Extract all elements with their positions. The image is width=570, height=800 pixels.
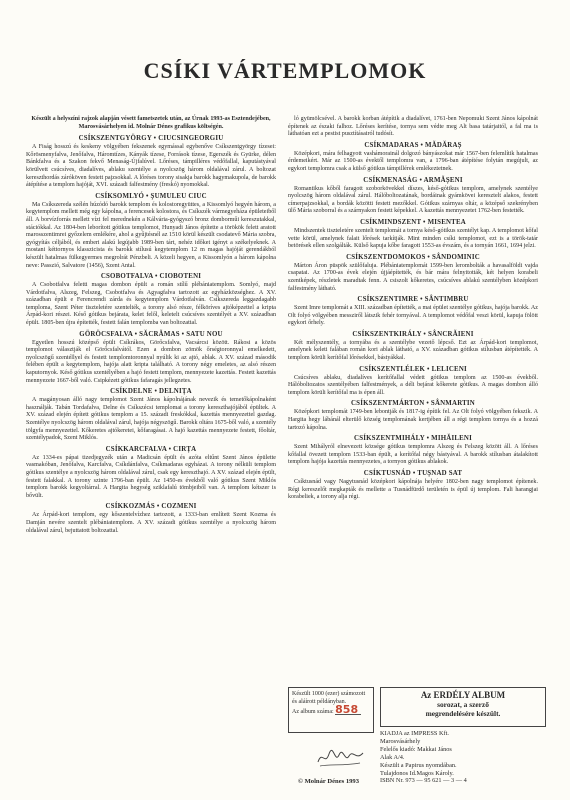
imprint-block [380, 730, 550, 785]
section-text: Szent Mihályról elnevezett községe gótikus templomra Alszeg és Felszeg között áll. A lőréses kőfallal övezett templom 1533-ban épült, a kerítőfal négy bástyával. A barokk stílusban átalakított templom hajója kazettás mennyezetes, a tornyon gótikus ablakok. [288, 444, 538, 466]
section-text: Csúcsíves ablaku, diadalíves kerítőfallal védett gótikus templom az 1500-as évekből. Hálóboltozatos szentélyében falfestmények, a déli bejárat kőkerete gótikus. A magas dombon álló templom körüli kerítőfal ma is épen áll. [288, 374, 538, 396]
section-heading: GÖRÖCSFALVA • SĂCRĂMAS • SATU NOU [79, 330, 223, 338]
edition-note-text: Készült 1000 (ezer) számozott és aláírott példányban. [292, 691, 366, 705]
section-text: Csíktusnád vagy Nagytusnád középkori kápolnája helyére 1802-ben nagy templomot építenek. Régi kereszelőt megkapták és mellette a Tusnádfürdő területén is épül új templom. Fali harangjai korabeliek, a torony alja régi. [288, 479, 538, 501]
section-heading: CSÍKSZENTMÁRTON • SÂNMARTIN [351, 400, 475, 408]
section-heading: CSÍKSZENTKIRÁLY • SÂNCRĂIENI [352, 330, 474, 338]
section-heading: CSÍKDELNE • DELNIȚA [110, 388, 192, 396]
album-number-label: Az album száma: [292, 709, 334, 715]
imprint-line: Alak A/4. [380, 753, 405, 761]
page-title: CSÍKI VÁRTEMPLOMOK [143, 58, 427, 83]
section-text: Mindszentek tiszteletére szentelt templomát a tornya késő-gótikus szentélyt kap. A templomot kőfal vette körül, amelynek falait lőrések tarkítják. Mint minden csíki templomot, ezt is a török-tatár betörések ellen szolgálták. Külső kapuja kőbe faragott 1553-as évszám, és a tornyán 1661, 1694 jelzi. [288, 227, 538, 250]
copyright-notice: © Molnár Dénes 1993 [298, 778, 360, 785]
imprint-line: KIADJA az IMPRESS Kft. [380, 730, 449, 737]
section-text: A magányosan álló nagy templomot Szent János kápolnájának nevezik és temetőkápolnaként használják. Tabán Tordafalva, Delne és Csíkszécsi templomai a torony kereszthajójából épültek. A XV. század elején épített gótikus templom a 15. századi freskókkal, kazettás mennyezettel gazdag. Szentélye nyolcszög három oldalával zárul, hajója négyszögű. Barokk oltára 1675-ből való, a szentély tölgyfa mennyezettel. Kőkeretes ajtókeretei, kőfaragásai. A hajó kazettás mennyezete festett, főoltár, szentélypadok, Szent Miklós. [26, 397, 276, 442]
album-series-subtitle-1: sorozat, a szerző [437, 700, 489, 709]
section-heading: CSÍKMINDSZENT • MISENTEA [360, 218, 466, 226]
section-text: Az 1334-es pápai tizedjegyzék után a Madicsán épült és azóta eltűnt Szent János épülette vasmakóban, Jenőfalva, Karcfalva, Csíkdánfalva, Csíkmadaras egyházai. A torony nélküli templom gótikus szentélye a nyolcszög három oldalával zárul, csak egy kereszthajó. A XV. század elején épült, festett falakkal. A torony szinte 1796-ban épült. Az 1450-es évekből való gótikus Szent Miklós templom barokk kegyoltárral. A Hargita hegység sziklafalú tömbjeiből van. A templom kétszer is bővült. [26, 454, 276, 499]
intro-text: Készült a helyszíni rajzok alapján vésett fametszetek után, az Úrnak 1993-as Esztendejében, Marosvásárhelyen id. Molnár Dénes grafikus költségén. [31, 116, 271, 130]
author-signature [316, 742, 366, 772]
album-series-subtitle-2: megrendelésére készült. [425, 709, 501, 718]
section-text: Romantikus kőből faragott szoborkövekkel díszes, késő-gótikus templom, amelynek szentélye nyolcszög három oldalával zárul. Hálóboltozatának, bordáinak gyámkövei keresztelt alakos, festett címerpajzsokkal, a bordák közötti festett mezőkkel. Gótikus szárnyas oltár, a középső szekrényben ülő Mária szoborral és a szárnyakon festett képekkel. A kazettás mennyezetet 1762-ben festették. [288, 185, 538, 215]
section-heading: CSÍKMADARAS • MĂDĂRAȘ [364, 141, 462, 149]
imprint-line: ISBN Nr. 973 — 95 621 — 3 — 4 [380, 777, 467, 785]
section-heading: CSÍKSZENTIMRE • SÂNTIMBRU [357, 296, 469, 304]
section-heading: CSÍKSZENTDOMOKOS • SÂNDOMINIC [346, 253, 480, 261]
section-heading: CSÍKKARCFALVA • CIRȚA [105, 445, 197, 453]
section-heading: CSÍKMENASÁG • ARMĂȘENI [363, 176, 463, 184]
imprint-line: Készült a Papirus nyomdában. [380, 761, 457, 769]
section-text: ló gyümölcsével. A barokk korban átépítik a diadalívet, 1761-ben Nepomuki Szent János kápolnát építenek az északi falhoz. Lőréses kerítése, tornya sem védte meg Alt basa tatárjaitól, a fal ma is láthatóan ezt a pestist pusztításairól tudósít. [288, 116, 538, 138]
section-heading: CSÍKTUSNÁD • TUȘNAD SAT [363, 470, 463, 477]
section-text: A Fiság hosszú és keskeny völgyében fekszenek egymással egybenőve Csíkszentgyörgy tízesei: Kőrösmenyfalva, Jenőfalva, Háromtízes, Kányák tízese, Források tízese, Egerszék és Gyürke, délen Bánkfalva és a Szakon fekvő Menaság-Újfalúvel. Lőréses, támpilléres védőfallal, kaputástyával körülvett csúcsíves, diadalíves, ablaku szentélye a nyolcszög három oldalával zárul. A boltozat kereszthordás záróköven festett pajzsokkal. A lőréses torony sisakja barokk hagymakupola, de barokk átépítése a templom hajóját, XVI. századi falfestmény (freskó) nyomokkal. [26, 144, 276, 189]
edition-note-box [288, 687, 374, 733]
section-text: Egyetlen hosszú középső épült Csíkrákos, Görőcsfalva, Vacsárcsi között. Rákosi a közös templomot választják el Görőcsfalvától. Ezen a dombon zömök őrségtoronnyal emelkedett, nyolcszögű szentéllyel és festett templomtoronnyal nyúlik ki az ajtó, ablak. A XV. század második felében épült a kegytemplom, hajója alatt kripta található. A torony négy emeletes, az alsó részen kaputornyok. Késő gótikus szentélyében a hajó festett templom, mennyezete kazettás. Festett kazettás mennyezete 1667-ből való. Csipkézett gótikus fafaragás jellegzetes. [26, 339, 276, 384]
section-text: Középkori, mára felhagyott vashámorainál dolgozó bányászokat már 1567-ben felemlítik hatalmas érdemeikért. Már az 1500-as évektől templomra van, a 1796-ban átépítése folytán megújult, az egykori templomra csak a külső gótikus támpillérek emlékeztetnek. [288, 150, 538, 172]
album-series-title: Az ERDÉLY ALBUM [420, 690, 506, 700]
section-text: Két mélyszentély, a tornyába és a szentélybe vezető lépcső. Ezt az Árpád-kori templomot, amelynek keleti falában román kori ablak látható, a XV. században gótikus stílusban átépítették. A templom körüli kerítőfal lőrésekkel, bástyákkal. [288, 339, 538, 362]
section-text: A Csobotfalva feletti magas dombon épült a román stílű plébániatemplom. Somlyó, majd Várdotfalva, Alszeg, Felszeg, Csobotfalva és Agyagfalva tartozott az egyházközséghez. A XV. században épült e Ferencrendi zárda és kegytemplom Várdotfalván. Csíkszereda leggazdagabb temploma, Szent Péter tiszteletére szentelték, a torony alsó része, félköríves ajtóképzettel a kripta Árpád-kori részei. Késő gótikus bejárata, kelet felől, keletelt csúcsíves szentélyét a XV. században épült. 1805-ben újra építették, festett falán templomba van boltozattal. [26, 282, 276, 327]
section-text: Márton Áron püspök szülőfaluja. Plébániatemplomát 1599-ben lerombolták a havasalföldi vajda csapatai. Az 1700-as évek elején újjáépítették, és bár mára felnyitották, két helyen korabeli szentképek, részletek maradtak fenn. A csiszolt kőkeretes, csúcsíves ablakú szentélyben középkori falfestmény látható. [288, 262, 538, 292]
album-series-box [380, 687, 546, 727]
section-text: Szent Imre templomát a XIII. században építették, a mai épület szentélye gótikus, hajója barokk. Az Olt folyó völgyében messziről látszik fehér tornyával. A templomot védőfal veszi körül, kapuja fölött egykori őrhely. [288, 305, 538, 327]
section-text: Középkori templomát 1749-ben lebontják és 1817-ig építik fel. Az Olt folyó völgyében fekszik. A Hargita hegy lábánál elterülő község templomának kertjében áll a régi templom tornya és a hozzá tartozó kápolna. [288, 409, 538, 431]
imprint-line: Tulajdonos Id.Magos Károly. [380, 769, 454, 777]
section-text: Ma Csíkszereda szélén húzódó barokk templom és kolostoregyüttes, a Kissomlyó hegyén három, a kegytemplom mellett még egy kápolna, a ferencesek kolostora, és Csíkszék vármegyeháza épületeiből áll. A borvízforrás mellett vízi fel merednekén a Kálvária-gyógyszó bronz domborműi kereszutakkal, stációkkal. Az 1804-ben leborított gótikus templomot, Hunyadi János építette a törökök felett aratott marosszentimrei győzelem emlékére, ahol a gyűjtésnél az 1510 körül készült csodatevő Mária szobra, gyógyítás céljából, és emberi alakú legújabb 1989-ben tárt, nehéz időket igényt a székelyeknek. A mostani kéttornyos klasszicista és barokk stílusú kegytemplom 12 m magas hajóját gerendákból készült hatalmas fülkegyermes megrolrát Pénzbeli. A közeli hegyen, a Kissomlyón a három kápolna neve: Passzió, Salvatore (1456), Szent Antal. [26, 201, 276, 269]
section-text: Az Árpád-kori templom, egy kőszentelvízhez tartozott, a 1333-ban említett Szent Kozma és Damján nevére szentelt plébániatemplom. A XV. századi gótikus szentélye a nyolcszög három oldalával zárul, bejuttatott boltozattal. [26, 512, 276, 534]
left-column [26, 116, 276, 536]
section-heading: CSÍKSZENTGYÖRGY • CIUCSINGEORGIU [78, 135, 224, 143]
imprint-line: Marosvásárhely [380, 737, 421, 745]
section-heading: CSÍKSOMLYÓ • ŞUMULEU CIUC [95, 192, 207, 200]
imprint-line: Felelős kiadó: Makkai János [380, 745, 452, 753]
right-column [288, 116, 538, 503]
section-heading: CSOBOTFALVA • CIOBOTENI [100, 273, 202, 281]
album-number-value: 858 [335, 706, 361, 715]
section-heading: CSÍKSZENTLÉLEK • LELICENI [359, 365, 467, 373]
section-heading: CSÍKSZENTMIHÁLY • MIHĂILENI [354, 435, 472, 443]
section-heading: CSÍKKOZMÁS • COZMENI [105, 503, 197, 511]
album-number-row [292, 703, 370, 717]
